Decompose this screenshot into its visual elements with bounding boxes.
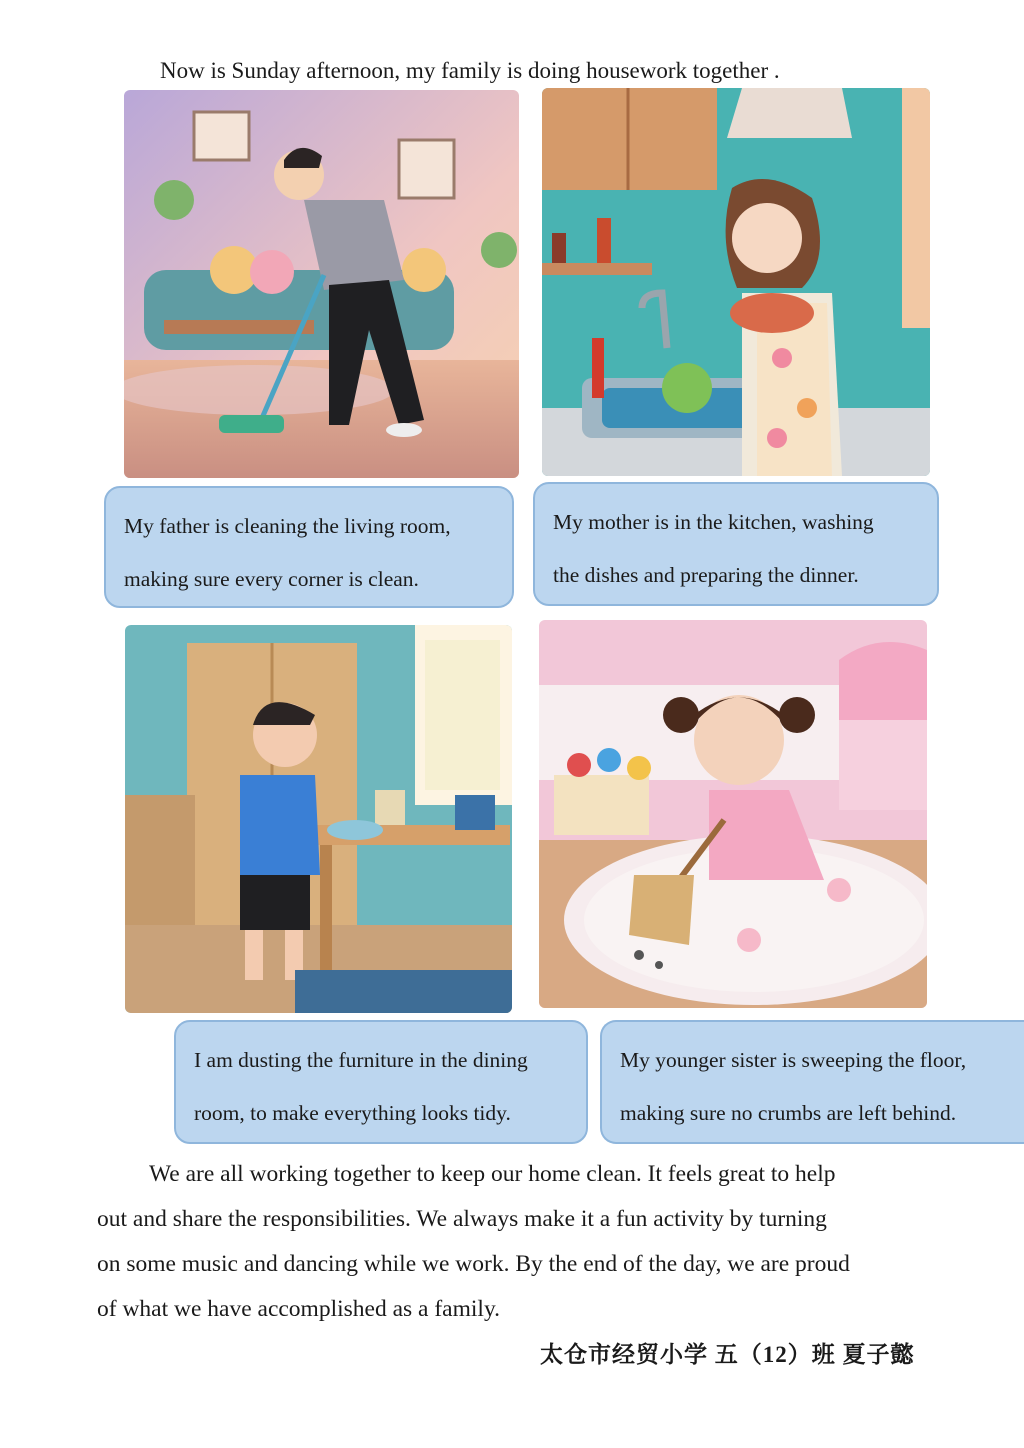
caption-sister: [600, 1020, 1024, 1144]
intro-sentence: Now is Sunday afternoon, my family is doing housework together .: [160, 58, 780, 83]
paragraph-line: on some music and dancing while we work. By the end of the day, we are proud: [97, 1251, 850, 1277]
caption-line: making sure every corner is clean.: [124, 567, 419, 591]
caption-mother: [533, 482, 939, 606]
mother-kitchen-image: [542, 88, 930, 476]
paragraph-line: We are all working together to keep our home clean. It feels great to help: [149, 1161, 836, 1187]
author-signature: 太仓市经贸小学 五（12）班 夏子懿: [540, 1342, 915, 1367]
caption-me: [174, 1020, 588, 1144]
paragraph-line: of what we have accomplished as a family.: [97, 1296, 501, 1322]
caption-line: room, to make everything looks tidy.: [194, 1101, 511, 1125]
father-mopping-image: [124, 90, 519, 478]
boy-dusting-image: [125, 625, 512, 1013]
caption-line: My mother is in the kitchen, washing: [553, 510, 874, 534]
paragraph-line: out and share the responsibilities. We always make it a fun activity by turning: [97, 1206, 827, 1232]
girl-sweeping-image: [539, 620, 927, 1008]
caption-line: My father is cleaning the living room,: [124, 514, 451, 538]
caption-father: [104, 486, 514, 608]
caption-line: the dishes and preparing the dinner.: [553, 563, 859, 587]
closing-paragraph: [97, 1152, 977, 1332]
caption-line: making sure no crumbs are left behind.: [620, 1101, 957, 1125]
caption-line: My younger sister is sweeping the floor,: [620, 1048, 967, 1072]
caption-line: I am dusting the furniture in the dining: [194, 1048, 528, 1072]
